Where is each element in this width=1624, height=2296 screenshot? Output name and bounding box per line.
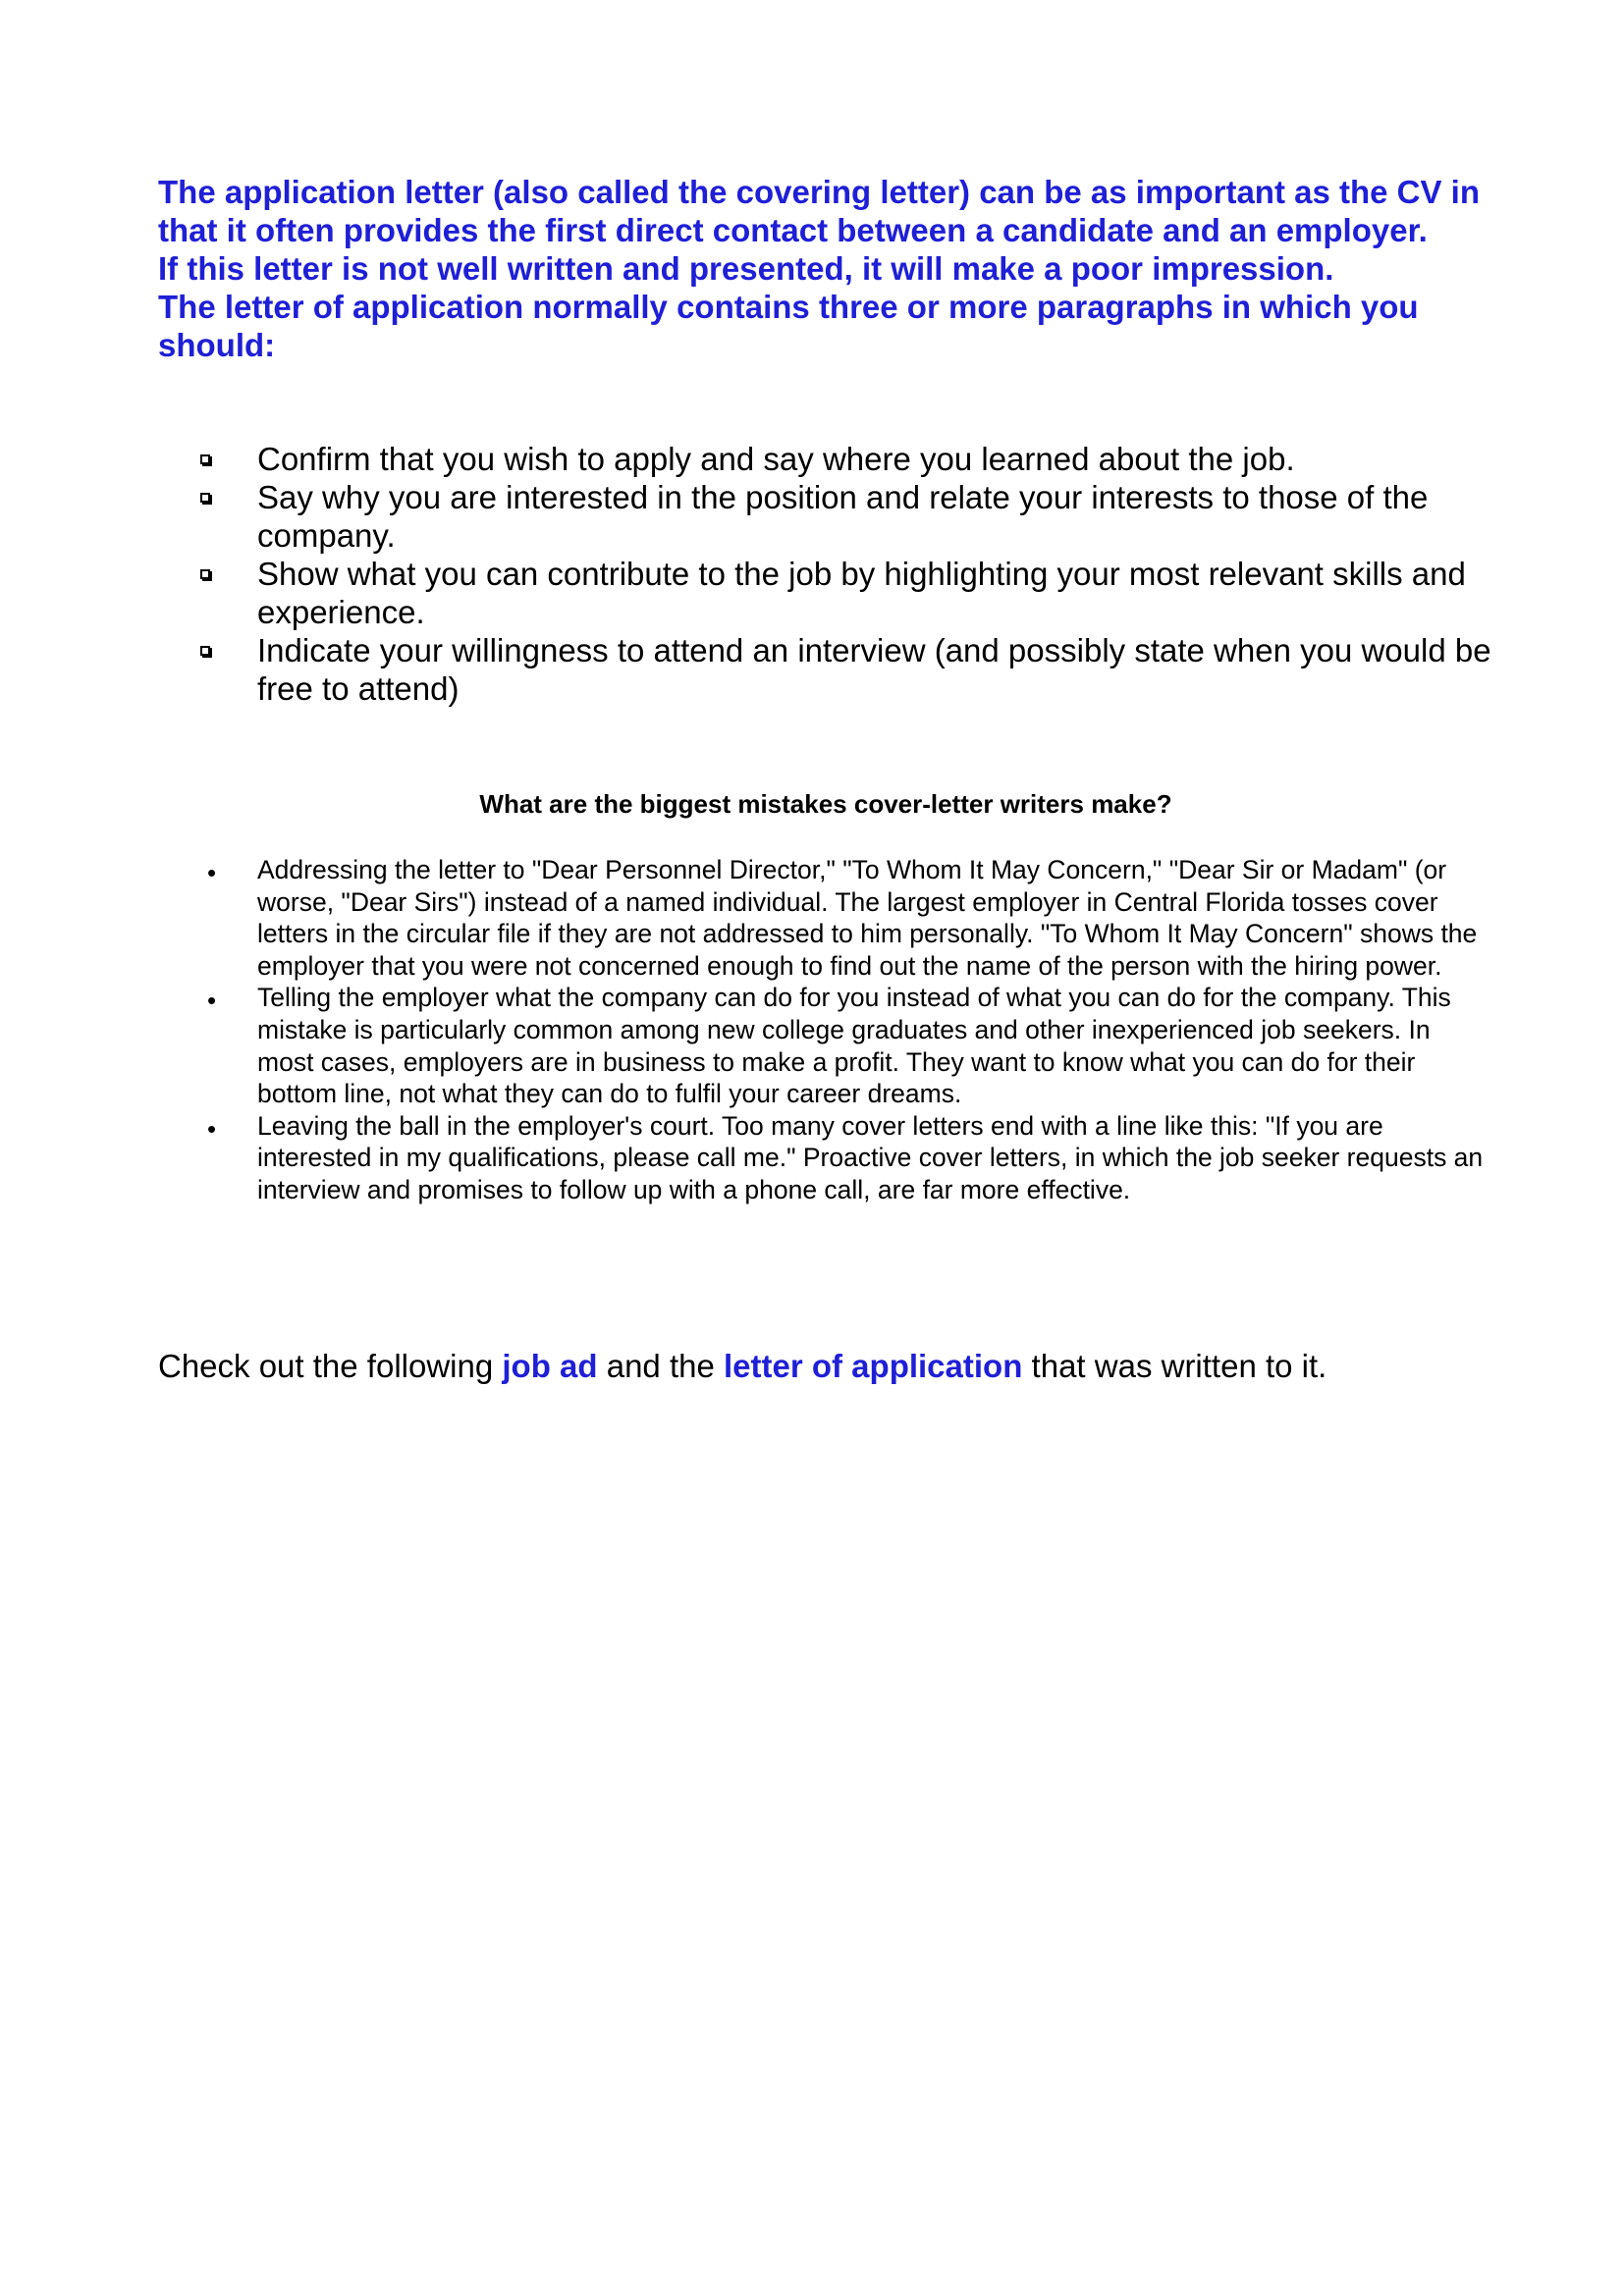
checkbox-bullet-icon [200, 454, 210, 464]
intro-paragraph: The letter of application normally contains three or more paragraphs in which you should: [158, 289, 1419, 363]
mistake-item [158, 854, 1493, 982]
footer-text-before: Check out the following [158, 1348, 503, 1384]
checklist-item-text: Say why you are interested in the position and relate your interests to those of the company. [257, 479, 1429, 554]
checklist-item-text: Confirm that you wish to apply and say where you learned about the job. [257, 441, 1295, 477]
footer-text-middle: and the [597, 1348, 724, 1384]
job-ad-link[interactable]: job ad [502, 1348, 598, 1384]
checkbox-bullet-icon [200, 646, 210, 656]
bullet-dot-icon: • [207, 1113, 217, 1144]
mistake-item [158, 982, 1493, 1109]
mistake-item-text: Leaving the ball in the employer's court. Too many cover letters end with a line like this: "If you are interested in my qualifications, please call me." Proactive cover letters, in which the job seeker requests an interview and promises to follow up with a phone call, are far more effective. [257, 1110, 1484, 1204]
bullet-dot-icon: • [207, 986, 217, 1016]
mistake-item [158, 1110, 1493, 1206]
letter-of-application-link[interactable]: letter of application [724, 1348, 1023, 1384]
bullet-dot-icon: • [207, 858, 217, 887]
checklist-item [158, 631, 1493, 708]
checklist-item [158, 555, 1493, 631]
mistakes-list [158, 854, 1493, 1206]
intro-paragraph: If this letter is not well written and presented, it will make a poor impression. [158, 250, 1334, 287]
checklist-item [158, 478, 1493, 555]
footer-sentence [158, 1347, 1513, 1386]
checkbox-bullet-icon [200, 569, 210, 579]
checklist-item [158, 440, 1493, 478]
intro-paragraph: The application letter (also called the covering letter) can be as important as the CV in that it often provides the first direct contact between a candidate and an employer. [158, 174, 1480, 248]
checkbox-bullet-icon [200, 493, 210, 503]
footer-text-after: that was written to it. [1022, 1348, 1327, 1384]
mistakes-heading: What are the biggest mistakes cover-letter writers make? [479, 789, 1172, 819]
mistake-item-text: Telling the employer what the company can do for you instead of what you can do for the company. This mistake is particularly common among new college graduates and other inexperienced job seekers. In most cases, employers are in business to make a profit. They want to know what you can do for their bottom line, not what they can do to fulfil your career dreams. [257, 983, 1451, 1109]
mistake-item-text: Addressing the letter to "Dear Personnel Director," "To Whom It May Concern," "Dear Sir or Madam" (or worse, "Dear Sirs") instead of a named individual. The largest employer in Central Florida tosses cover letters in the circular file if they are not addressed to him personally. "To Whom It May Concern" shows the employer that you were not concerned enough to find out the name of the person with the hiring power. [257, 855, 1478, 981]
intro-section [158, 173, 1493, 364]
checklist [158, 440, 1493, 708]
checklist-item-text: Show what you can contribute to the job by highlighting your most relevant skills and experience. [257, 556, 1466, 630]
checklist-item-text: Indicate your willingness to attend an interview (and possibly state when you would be free to attend) [257, 632, 1491, 707]
